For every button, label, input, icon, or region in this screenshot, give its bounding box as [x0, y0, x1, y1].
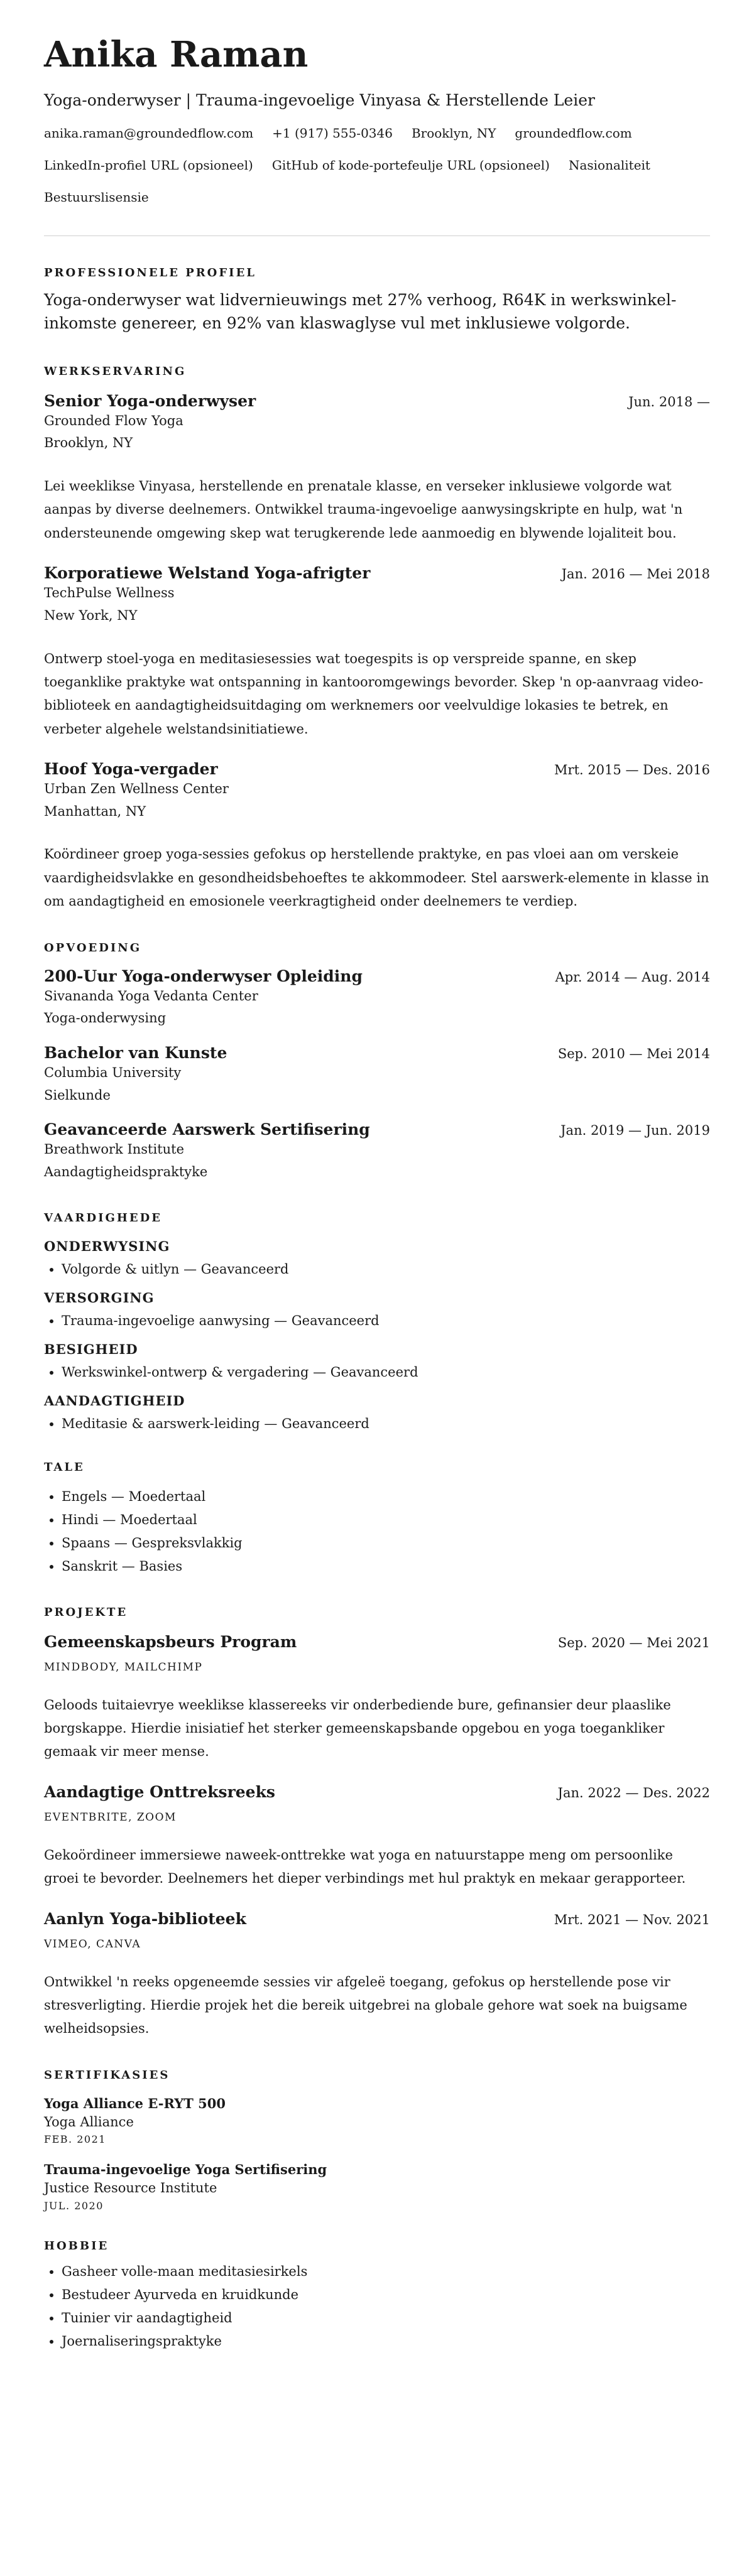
job-dates: Mrt. 2015 — Des. 2016: [554, 762, 710, 778]
job-company: Grounded Flow Yoga: [44, 413, 183, 428]
certification-issuer: Justice Resource Institute: [44, 2180, 217, 2196]
certifications-section: [44, 2069, 710, 2212]
profile-section: [44, 266, 710, 335]
language-item: • Engels — Moedertaal: [62, 1485, 710, 1508]
project-dates: Sep. 2020 — Mei 2021: [557, 1635, 710, 1650]
education-entry: [44, 1120, 710, 1183]
experience-entry: [44, 392, 710, 546]
job-title: Senior Yoga-onderwyser: [44, 391, 256, 410]
degree-title: 200-Uur Yoga-onderwyser Opleiding: [44, 966, 363, 985]
hobby-item: • Bestudeer Ayurveda en kruidkunde: [62, 2283, 710, 2307]
job-location: Manhattan, NY: [44, 803, 146, 819]
job-company: TechPulse Wellness: [44, 585, 175, 601]
education-section: [44, 941, 710, 1184]
school-name: Sivananda Yoga Vedanta Center: [44, 988, 258, 1004]
certification-date: FEB. 2021: [44, 2133, 106, 2146]
hobbies-section: [44, 2239, 710, 2353]
skill-group: [44, 1290, 710, 1333]
job-location: New York, NY: [44, 607, 138, 623]
field-of-study: Yoga-onderwysing: [44, 1010, 167, 1026]
project-entry: [44, 1633, 710, 1764]
job-description: Ontwerp stoel-yoga en meditasiesessies wat toegespits is op verspreide spanne, en skep toeganklike praktyke wat ontspanning in kantooromgewings bevorder. Skep 'n op-aanvraag video-biblioteek en aandagtigheidsuitdaging om werknemers oor veelvuldige lokasies te betrek, en verbeter algehele welstandsinitiatiewe.: [44, 651, 704, 737]
job-dates: Jun. 2018 —: [628, 394, 710, 409]
contact-linkedin[interactable]: LinkedIn-profiel URL (opsioneel): [44, 157, 253, 173]
certification-date: JUL. 2020: [44, 2200, 104, 2212]
education-entry: [44, 967, 710, 1030]
hobby-item: • Tuinier vir aandagtigheid: [62, 2307, 710, 2330]
project-tools: VIMEO, CANVA: [44, 1937, 141, 1951]
skill-item: • Meditasie & aarswerk-leiding — Geavanceerd: [62, 1412, 710, 1436]
hobby-item: • Gasheer volle-maan meditasiesirkels: [62, 2260, 710, 2283]
school-name: Columbia University: [44, 1064, 182, 1080]
contact-email[interactable]: anika.raman@groundedflow.com: [44, 125, 254, 141]
degree-title: Bachelor van Kunste: [44, 1043, 227, 1062]
contact-location: Brooklyn, NY: [411, 125, 496, 141]
project-title: Gemeenskapsbeurs Program: [44, 1632, 297, 1651]
resume-header: [44, 35, 710, 222]
project-tools: MINDBODY, MAILCHIMP: [44, 1660, 203, 1674]
job-title: Korporatiewe Welstand Yoga-afrigter: [44, 564, 371, 583]
headline: Yoga-onderwyser | Trauma-ingevoelige Vinyasa & Herstellende Leier: [44, 90, 595, 109]
certification-entry: [44, 2096, 710, 2146]
project-dates: Jan. 2022 — Des. 2022: [557, 1785, 710, 1800]
contact-phone[interactable]: +1 (917) 555-0346: [272, 125, 393, 141]
hobbies-heading: HOBBIE: [44, 2239, 109, 2253]
skill-item: • Volgorde & uitlyn — Geavanceerd: [62, 1258, 710, 1281]
skill-group: [44, 1341, 710, 1384]
project-tools: EVENTBRITE, ZOOM: [44, 1810, 177, 1824]
skill-group: [44, 1393, 710, 1436]
project-title: Aandagtige Onttreksreeks: [44, 1782, 275, 1801]
skill-group-name: VERSORGING: [44, 1289, 155, 1306]
language-item: • Hindi — Moedertaal: [62, 1508, 710, 1532]
education-heading: OPVOEDING: [44, 941, 142, 955]
skill-group-name: ONDERWYSING: [44, 1238, 170, 1254]
contact-github[interactable]: GitHub of kode-portefeulje URL (opsioneel): [271, 157, 550, 173]
job-description: Koördineer groep yoga-sessies gefokus op herstellende praktyke, en pas vloei aan om verskeie vaardigheidsvlakke en gesondheidsbehoeftes te akkommodeer. Stel aarswerk-elemente in klasse in om aandagtigheid en emosionele veerkragtigheid onder deelnemers te verdiep.: [44, 847, 709, 909]
skill-group: [44, 1238, 710, 1281]
projects-heading: PROJEKTE: [44, 1605, 128, 1619]
languages-heading: TALE: [44, 1460, 85, 1474]
job-company: Urban Zen Wellness Center: [44, 781, 229, 797]
certification-issuer: Yoga Alliance: [44, 2114, 134, 2130]
language-item: • Spaans — Gespreksvlakkig: [62, 1532, 710, 1555]
project-description: Geloods tuitaievrye weeklikse klassereeks vir onderbediende bure, gefinansier deur plaaslike borgskappe. Hierdie inisiatief het sterker gemeenskapsbande opgebou en yoga toegankliker gemaak vir meer mense.: [44, 1697, 671, 1760]
profile-summary: Yoga-onderwyser wat lidvernieuwings met 27% verhoog, R64K in werkswinkel-inkomste genereer, en 92% van klaswaglyse vul met inklusiewe volgorde.: [44, 290, 677, 333]
certification-name: Trauma-ingevoelige Yoga Sertifisering: [44, 2162, 327, 2178]
skill-item: • Trauma-ingevoelige aanwysing — Geavanceerd: [62, 1309, 710, 1333]
project-description: Gekoördineer immersiewe naweek-onttrekke wat yoga en natuurstappe meng om persoonlike groei te bevorder. Deelnemers het dieper verbindings met hul praktyk en mekaar gerapporteer.: [44, 1847, 686, 1886]
certifications-heading: SERTIFIKASIES: [44, 2068, 170, 2082]
skills-section: [44, 1211, 710, 1436]
job-dates: Jan. 2016 — Mei 2018: [561, 566, 710, 582]
job-location: Brooklyn, NY: [44, 435, 133, 451]
experience-section: [44, 365, 710, 914]
skill-group-name: AANDAGTIGHEID: [44, 1392, 185, 1409]
job-description: Lei weeklikse Vinyasa, herstellende en prenatale klasse, en verseker inklusiewe volgorde wat aanpas by diverse deelnemers. Ontwikkel trauma-ingevoelige aanwysingskripte en hulp, wat 'n ondersteunende omgewing skep wat terugkerende lede aanmoedig en blywende lojaliteit bou.: [44, 479, 683, 541]
language-item: • Sanskrit — Basies: [62, 1555, 710, 1578]
hobby-item: • Joernaliseringspraktyke: [62, 2330, 710, 2353]
skill-item: • Werkswinkel-ontwerp & vergadering — Geavanceerd: [62, 1361, 710, 1384]
project-entry: [44, 1910, 710, 2041]
education-entry: [44, 1044, 710, 1107]
profile-heading: PROFESSIONELE PROFIEL: [44, 266, 256, 279]
school-name: Breathwork Institute: [44, 1142, 185, 1157]
contact-list: [44, 126, 710, 222]
full-name: Anika Raman: [44, 34, 309, 75]
degree-title: Geavanceerde Aarswerk Sertifisering: [44, 1120, 370, 1139]
field-of-study: Sielkunde: [44, 1087, 111, 1103]
experience-entry: [44, 564, 710, 741]
experience-entry: [44, 760, 710, 914]
languages-section: [44, 1461, 710, 1578]
degree-dates: Jan. 2019 — Jun. 2019: [560, 1123, 710, 1139]
project-title: Aanlyn Yoga-biblioteek: [44, 1909, 246, 1928]
degree-dates: Apr. 2014 — Aug. 2014: [555, 969, 710, 985]
skills-heading: VAARDIGHEDE: [44, 1211, 162, 1225]
degree-dates: Sep. 2010 — Mei 2014: [557, 1046, 710, 1061]
contact-drivers-license: Bestuurslisensie: [44, 189, 149, 205]
skill-group-name: BESIGHEID: [44, 1341, 138, 1357]
project-description: Ontwikkel 'n reeks opgeneemde sessies vir afgeleë toegang, gefokus op herstellende pose vir stresverligting. Hierdie projek het die bereik uitgebrei na globale gehore wat soek na buigsame welheidsopsies.: [44, 1974, 687, 2037]
projects-section: [44, 1606, 710, 2041]
header-divider: [44, 235, 710, 236]
certification-name: Yoga Alliance E-RYT 500: [44, 2095, 226, 2111]
experience-heading: WERKSERVARING: [44, 364, 187, 378]
field-of-study: Aandagtigheidspraktyke: [44, 1164, 208, 1180]
certification-entry: [44, 2162, 710, 2212]
contact-website[interactable]: groundedflow.com: [515, 125, 632, 141]
contact-nationality: Nasionaliteit: [568, 157, 650, 173]
project-entry: [44, 1783, 710, 1891]
job-title: Hoof Yoga-vergader: [44, 760, 218, 779]
project-dates: Mrt. 2021 — Nov. 2021: [554, 1912, 710, 1927]
